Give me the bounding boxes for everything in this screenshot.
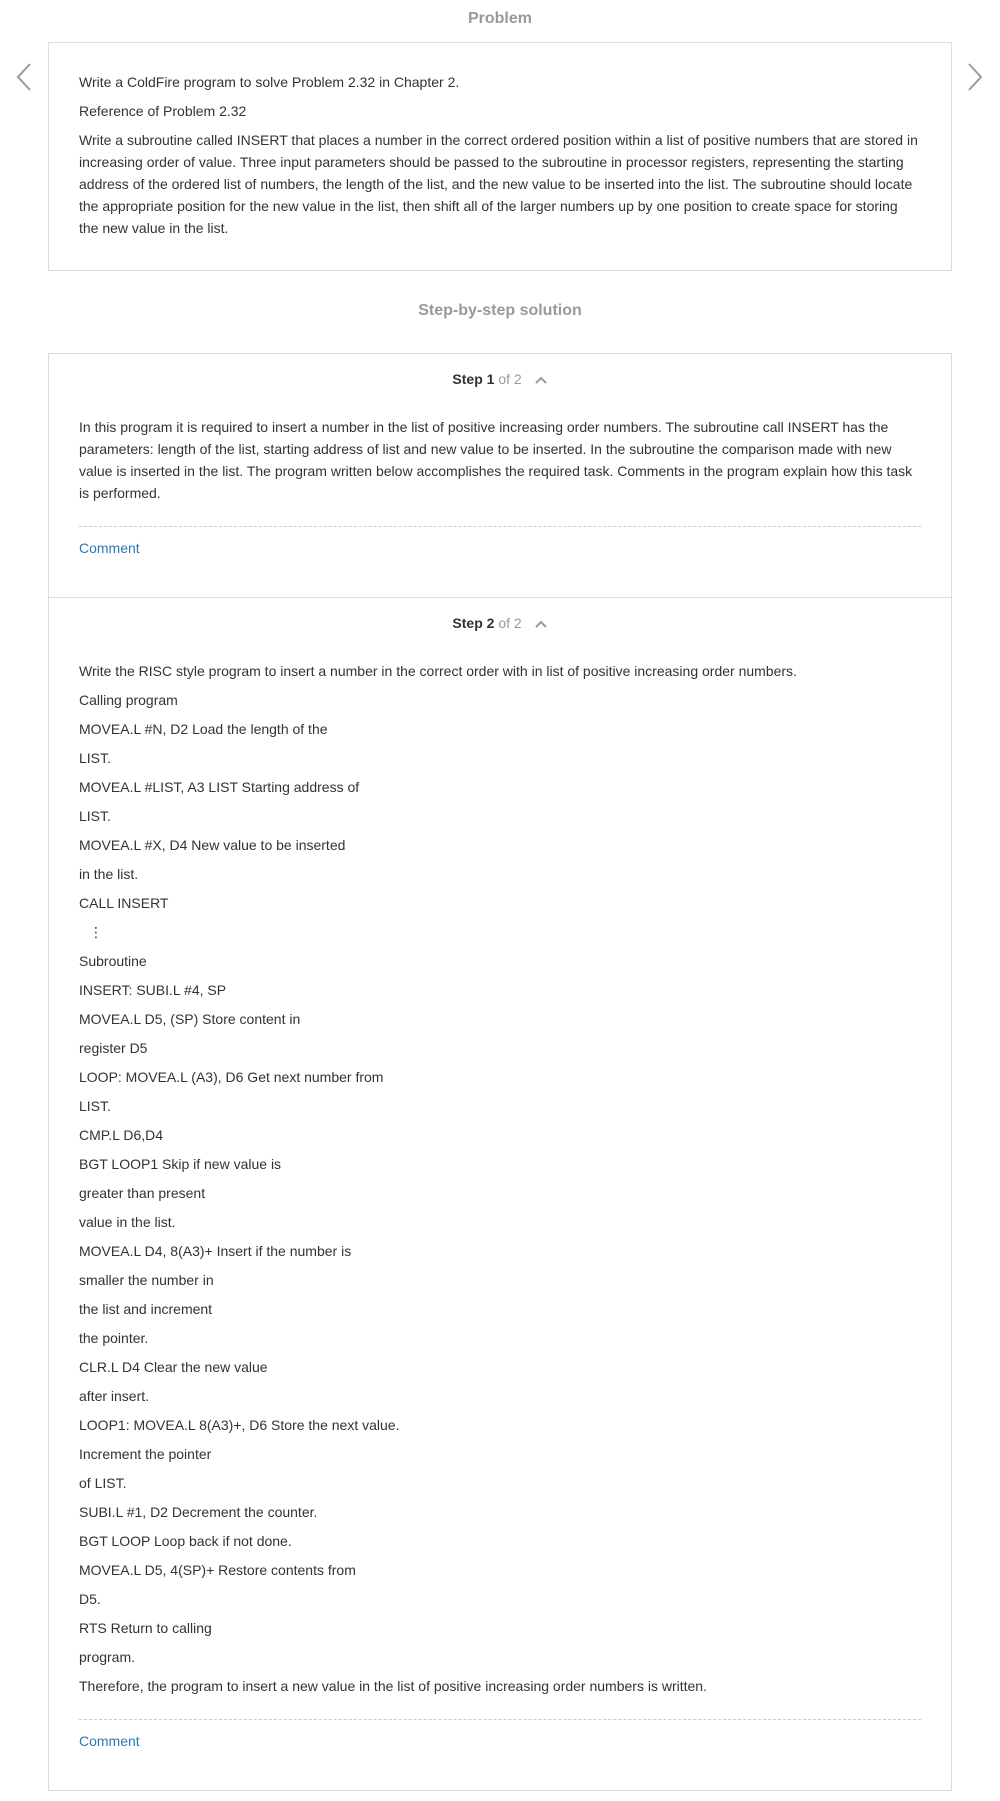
program-line: after insert. (79, 1388, 150, 1404)
program-line: register D5 (79, 1040, 148, 1056)
chevron-left-icon[interactable] (12, 60, 38, 94)
program-line: Write the RISC style program to insert a number in the correct order with in list of positive increasing order numbers. (79, 663, 797, 679)
program-line: D5. (79, 1591, 101, 1607)
program-line: INSERT: SUBI.L #4, SP (79, 982, 227, 998)
step-2-label: Step 2 (452, 615, 495, 631)
problem-intro: Write a ColdFire program to solve Problem 2.32 in Chapter 2. (79, 74, 460, 90)
program-line: program. (79, 1649, 136, 1665)
step-1 (49, 354, 951, 598)
program-line: the pointer. (79, 1330, 149, 1346)
program-line: value in the list. (79, 1214, 176, 1230)
program-line: BGT LOOP1 Skip if new value is (79, 1156, 282, 1172)
problem-reference: Reference of Problem 2.32 (79, 103, 247, 119)
program-line: Increment the pointer (79, 1446, 212, 1462)
program-line: greater than present (79, 1185, 206, 1201)
step-2-header (79, 598, 921, 634)
chevron-up-icon[interactable] (534, 369, 548, 391)
step-1-label: Step 1 (452, 371, 495, 387)
program-line: MOVEA.L D5, (SP) Store content in (79, 1011, 301, 1027)
steps-card (48, 353, 952, 1791)
program-line: MOVEA.L #LIST, A3 LIST Starting address of (79, 779, 360, 795)
step-1-header (79, 354, 921, 390)
step-1-text: In this program it is required to insert a number in the list of positive increasing order numbers. The subroutine call INSERT has the parameters: length of the list, starting address of list and new value to be inserted. In the subroutine the comparison made with new value is inserted in the list. The program written below accomplishes the required task. Comments in the program explain how this task is performed. (79, 419, 913, 501)
step-1-comment-link[interactable]: Comment (79, 540, 140, 556)
program-line: Calling program (79, 692, 178, 708)
program-line: Subroutine (79, 953, 147, 969)
step-1-body (79, 416, 921, 558)
divider (79, 526, 921, 527)
program-line: MOVEA.L #X, D4 New value to be inserted (79, 837, 346, 853)
program-line: SUBI.L #1, D2 Decrement the counter. (79, 1504, 318, 1520)
program-line: LOOP: MOVEA.L (A3), D6 Get next number from (79, 1069, 384, 1085)
program-line: BGT LOOP Loop back if not done. (79, 1533, 292, 1549)
program-line: MOVEA.L D5, 4(SP)+ Restore contents from (79, 1562, 356, 1578)
program-line: of LIST. (79, 1475, 127, 1491)
step-2-of: of 2 (498, 615, 522, 631)
program-lines-subroutine (79, 950, 921, 1697)
step-2-comment-link[interactable]: Comment (79, 1733, 140, 1749)
program-line: MOVEA.L #N, D2 Load the length of the (79, 721, 328, 737)
program-line: CLR.L D4 Clear the new value (79, 1359, 268, 1375)
program-line: smaller the number in (79, 1272, 214, 1288)
solution-title: Step-by-step solution (418, 302, 582, 319)
program-line: LIST. (79, 1098, 111, 1114)
program-line: in the list. (79, 866, 139, 882)
divider (79, 1719, 921, 1720)
program-line: CMP.L D6,D4 (79, 1127, 164, 1143)
program-line: CALL INSERT (79, 895, 169, 911)
program-lines-calling (79, 660, 921, 914)
program-line: LIST. (79, 750, 111, 766)
program-line: LOOP1: MOVEA.L 8(A3)+, D6 Store the next value. (79, 1417, 400, 1433)
problem-statement: Write a subroutine called INSERT that places a number in the correct ordered position within a list of positive numbers that are stored in increasing order of value. Three input parameters should be passed to the subroutine in processor registers, representing the starting address of the ordered list of numbers, the length of the list, and the new value to be inserted into the list. The subroutine should locate the appropriate position for the new value in the list, then shift all of the larger numbers up by one position to create space for storing the new value in the list. (79, 132, 918, 236)
problem-title: Problem (467, 10, 532, 27)
program-line: MOVEA.L D4, 8(A3)+ Insert if the number is (79, 1243, 352, 1259)
program-line: LIST. (79, 808, 111, 824)
program-line: RTS Return to calling (79, 1620, 212, 1636)
step-2-body (79, 660, 921, 1751)
ellipsis: ⋮ (89, 924, 103, 940)
program-line: Therefore, the program to insert a new value in the list of positive increasing order numbers is written. (79, 1678, 707, 1694)
chevron-up-icon[interactable] (534, 613, 548, 635)
chevron-right-icon[interactable] (961, 60, 987, 94)
program-line: the list and increment (79, 1301, 213, 1317)
problem-card (48, 42, 952, 271)
step-1-of: of 2 (498, 371, 522, 387)
step-2 (49, 598, 951, 1790)
